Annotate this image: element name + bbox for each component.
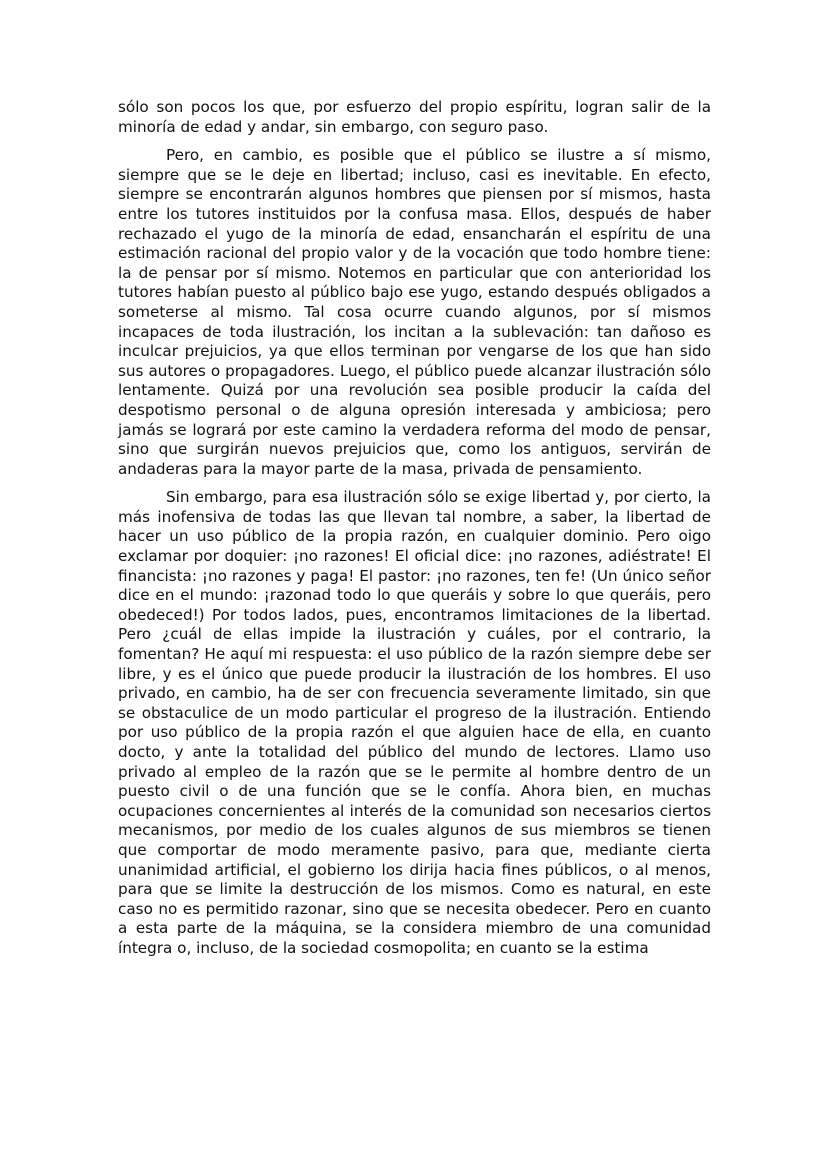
paragraph-continuation: sólo son pocos los que, por esfuerzo del propio espíritu, logran salir de la minoría de edad y andar, sin embargo, con seguro paso. [118, 98, 711, 136]
paragraph-public-enlightenment: Pero, en cambio, es posible que el público se ilustre a sí mismo, siempre que se le deje en libertad; incluso, casi es inevitable. En efecto, siempre se encontrarán algunos hombres que piensen por sí mismos, hasta entre los tutores instituidos por la confusa masa. Ellos, después de haber rechazado el yugo de la minoría de edad, ensancharán el espíritu de una estimación racional del propio valor y de la vocación que todo hombre tiene: la de pensar por sí mismo. Notemos en particular que con anterioridad los tutores habían puesto al público bajo ese yugo, estando después obligados a someterse al mismo. Tal cosa ocurre cuando algunos, por sí mismos incapaces de toda ilustración, los incitan a la sublevación: tan dañoso es inculcar prejuicios, ya que ellos terminan por vengarse de los que han sido sus autores o propagadores. Luego, el público puede alcanzar ilustración sólo lentamente. Quizá por una revolución sea posible producir la caída del despotismo personal o de alguna opresión interesada y ambiciosa; pero jamás se logrará por este camino la verdadera reforma del modo de pensar, sino que surgirán nuevos prejuicios que, como los antiguos, servirán de andaderas para la mayor parte de la masa, privada de pensamiento. [118, 146, 711, 478]
document-page [118, 98, 711, 968]
paragraph-public-use-of-reason: Sin embargo, para esa ilustración sólo se exige libertad y, por cierto, la más inofensiva de todas las que llevan tal nombre, a saber, la libertad de hacer un uso público de la propia razón, en cualquier dominio. Pero oigo exclamar por doquier: ¡no razones! El oficial dice: ¡no razones, adiéstrate! El financista: ¡no razones y paga! El pastor: ¡no razones, ten fe! (Un único señor dice en el mundo: ¡razonad todo lo que queráis y sobre lo que queráis, pero obedeced!) Por todos lados, pues, encontramos limitaciones de la libertad. Pero ¿cuál de ellas impide la ilustración y cuáles, por el contrario, la fomentan? He aquí mi respuesta: el uso público de la razón siempre debe ser libre, y es el único que puede producir la ilustración de los hombres. El uso privado, en cambio, ha de ser con frecuencia severamente limitado, sin que se obstaculice de un modo particular el progreso de la ilustración. Entiendo por uso público de la propia razón el que alguien hace de ella, en cuanto docto, y ante la totalidad del público del mundo de lectores. Llamo uso privado al empleo de la razón que se le permite al hombre dentro de un puesto civil o de una función que se le confía. Ahora bien, en muchas ocupaciones concernientes al interés de la comunidad son necesarios ciertos mecanismos, por medio de los cuales algunos de sus miembros se tienen que comportar de modo meramente pasivo, para que, mediante cierta unanimidad artificial, el gobierno los dirija hacia fines públicos, o al menos, para que se limite la destrucción de los mismos. Como es natural, en este caso no es permitido razonar, sino que se necesita obedecer. Pero en cuanto a esta parte de la máquina, se la considera miembro de una comunidad íntegra o, incluso, de la sociedad cosmopolita; en cuanto se la estima [118, 488, 711, 957]
